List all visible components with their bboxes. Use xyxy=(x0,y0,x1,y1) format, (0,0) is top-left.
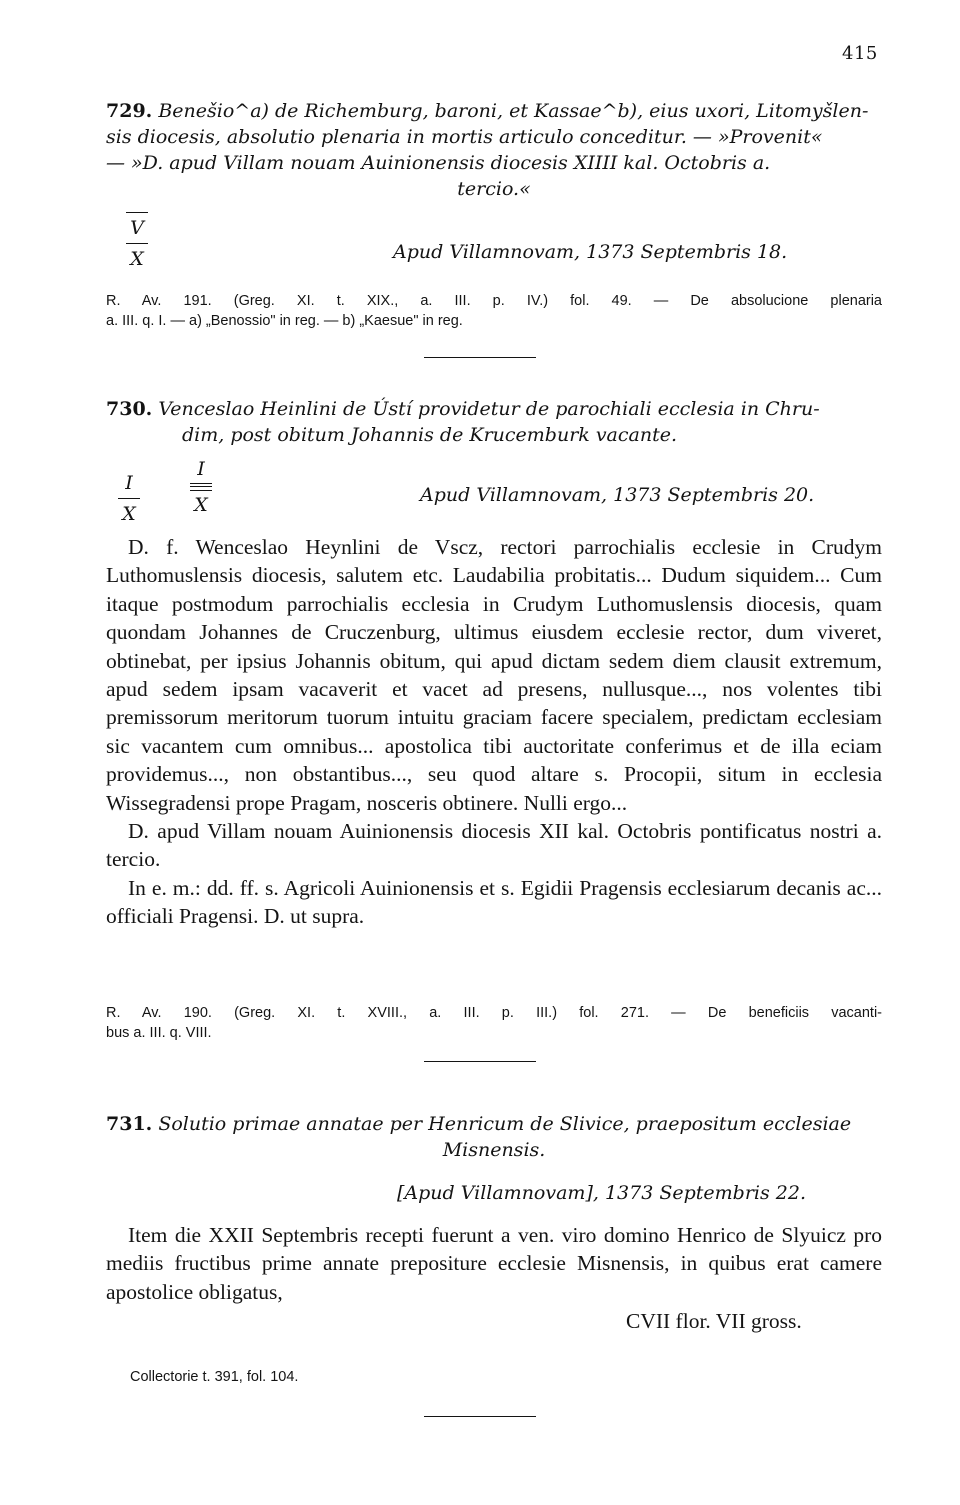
entry-730-date: Apud Villamnovam, 1373 Septembris 20. xyxy=(420,484,815,506)
entry-731-amount: CVII flor. VII gross. xyxy=(626,1309,802,1333)
entry-729-heading xyxy=(106,98,882,202)
entry-730-heading-text-1: Venceslao Heinlini de Ústí providetur de parochiali ecclesia in Chru- xyxy=(158,398,820,420)
entry-730-fraction-1-bottom: X xyxy=(122,503,136,525)
entry-731-date: [Apud Villamnovam], 1373 Septembris 22. xyxy=(397,1182,806,1204)
separator-rule xyxy=(424,357,536,358)
entry-729-source-line-1: R. Av. 191. (Greg. XI. t. XIX., a. III. p. IV.) fol. 49. — De absolucione plenaria xyxy=(106,293,882,309)
entry-729-heading-text-1: Benešio^a) de Richemburg, baroni, et Kassae^b), eius uxori, Litomyšlen- xyxy=(158,100,869,122)
entry-730-fraction-2-top: I xyxy=(197,458,205,480)
entry-729-fraction xyxy=(122,212,152,270)
separator-rule xyxy=(424,1416,536,1417)
entry-730-text xyxy=(106,533,882,931)
separator-rule xyxy=(424,1061,536,1062)
entry-730-fraction-1-top: I xyxy=(125,472,133,494)
page-number: 415 xyxy=(842,43,878,64)
entry-731-source: Collectorie t. 391, fol. 104. xyxy=(130,1369,299,1385)
entry-730-source-line-2: bus a. III. q. VIII. xyxy=(106,1025,212,1041)
entry-731-heading-text-1: Solutio primae annatae per Henricum de Slivice, praepositum ecclesiae xyxy=(158,1113,852,1135)
entry-730-paragraph-2: D. apud Villam nouam Auinionensis diocesis XII kal. Octobris pontificatus nostri a. tercio. xyxy=(106,819,882,872)
entry-730-heading-line-2: dim, post obitum Johannis de Krucemburk vacante. xyxy=(182,424,678,446)
entry-731-number: 731. xyxy=(106,1113,153,1135)
entry-729-source-line-2: a. III. q. I. — a) „Benossio" in reg. — b) „Kaesue" in reg. xyxy=(106,313,463,329)
entry-730-source xyxy=(106,1003,882,1043)
entry-729-fraction-top: V xyxy=(130,217,144,239)
entry-730-heading-line-1 xyxy=(106,396,882,422)
entry-729-number: 729. xyxy=(106,100,153,122)
entry-729-date: Apud Villamnovam, 1373 Septembris 18. xyxy=(393,241,788,263)
entry-731-text: Item die XXII Septembris recepti fuerunt a ven. viro domino Henrico de Slyuicz pro mediis fructibus prime annate prepositure ecclesie Misnensis, in quibus erat camere apostolice obligatus, xyxy=(106,1223,882,1304)
entry-731-heading xyxy=(106,1111,882,1163)
entry-729-heading-line-3: — »D. apud Villam nouam Auinionensis diocesis XIIII kal. Octobris a. xyxy=(106,152,771,174)
entry-729-source xyxy=(106,291,882,331)
entry-731-heading-line-2: Misnensis. xyxy=(442,1139,546,1161)
entry-730-number: 730. xyxy=(106,398,153,420)
entry-729-heading-line-4: tercio.« xyxy=(457,178,531,200)
entry-730-fraction-1 xyxy=(114,462,144,525)
entry-730-fraction-2 xyxy=(186,458,216,516)
entry-729-fraction-bottom: X xyxy=(130,248,144,270)
entry-730-paragraph-1: D. f. Wenceslao Heynlini de Vscz, rectori parrochialis ecclesie in Crudym Luthomuslensis diocesis, salutem etc. Laudabilia probitatis... Dudum siquidem... Cum itaque postmodum parrochialis ecclesia in Crudym Luthomuslensis diocesis, quam quondam Johannes de Cruczenburg, ultimus eiusdem ecclesie rector, dum viveret, obtinebat, per ipsius Johannis obitum, qui apud dictam sedem diem clausit extremum, apud sedem ipsam vacaverit et vacet ad presens, nullusque..., nos volentes tibi premissorum meritorum tuorum intuitu graciam facere specialem, predictam ecclesiam sic vacantem cum omnibus... apostolica tibi auctoritate conferimus et de illa eciam providemus..., non obstantibus..., seu quod altare s. Procopii, situm in ecclesia Wissegradensi prope Pragam, nosceris obtinere. Nulli ergo... xyxy=(106,535,882,815)
entry-729-heading-line-2: sis diocesis, absolutio plenaria in mortis articulo conceditur. — »Provenit« xyxy=(106,126,823,148)
entry-731-heading-line-1 xyxy=(106,1111,882,1137)
entry-729-heading-line-1 xyxy=(106,98,882,124)
entry-730-paragraph-3: In e. m.: dd. ff. s. Agricoli Auinionensis et s. Egidii Pragensis ecclesiarum decanis ac... officiali Pragensi. D. ut supra. xyxy=(106,875,882,929)
entry-730-heading xyxy=(106,396,882,448)
entry-730-source-line-1: R. Av. 190. (Greg. XI. t. XVIII., a. III. p. III.) fol. 271. — De beneficiis vacanti- xyxy=(106,1005,882,1021)
entry-730-fraction-2-bottom: X xyxy=(194,494,208,516)
